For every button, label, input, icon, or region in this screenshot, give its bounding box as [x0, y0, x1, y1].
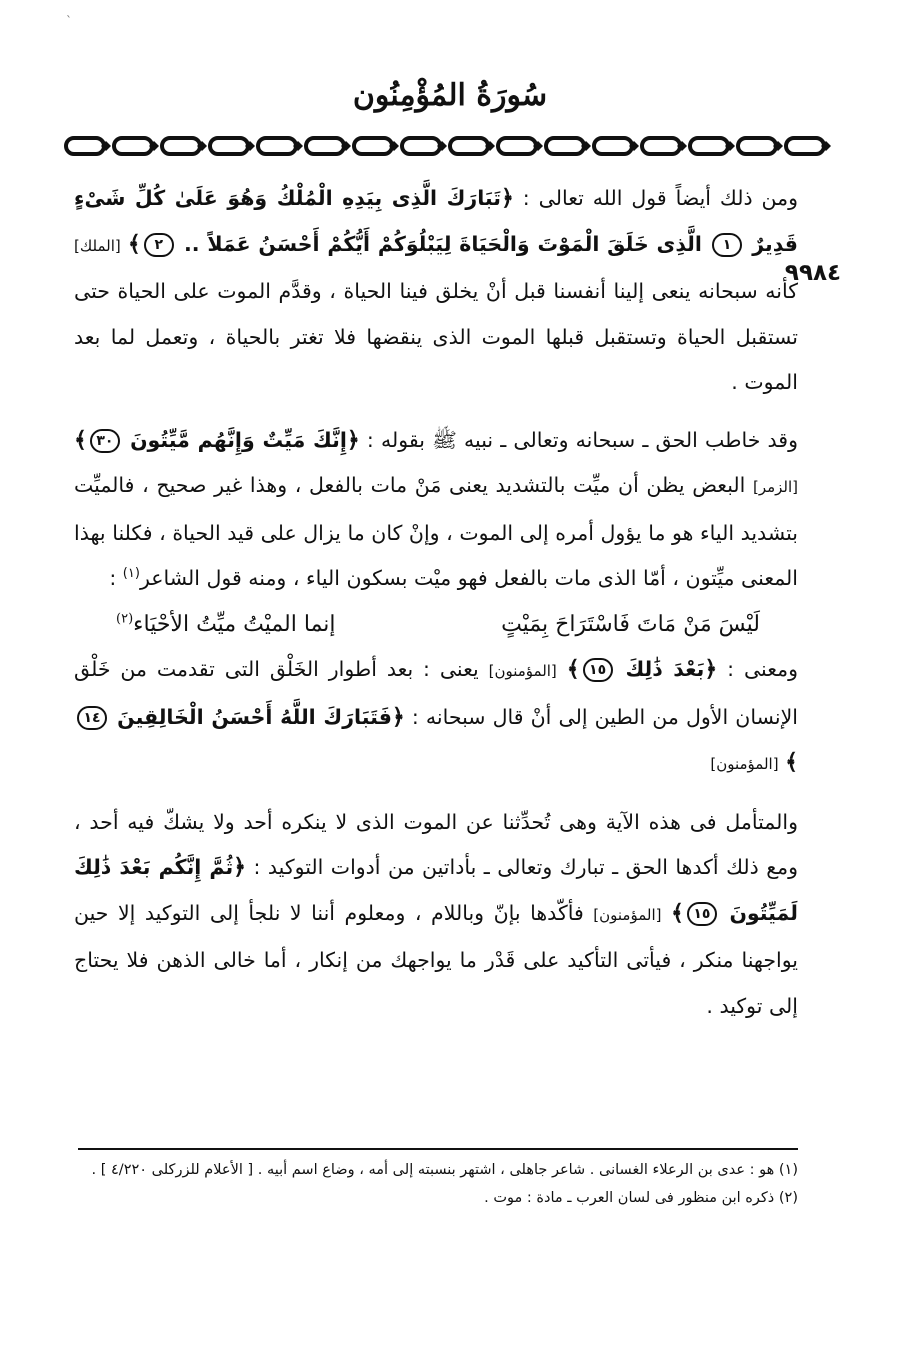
quran-verse: فَتَبَارَكَ اللَّهُ أَحْسَنُ الْخَالِقِينَ	[117, 704, 392, 729]
surah-reference: [المؤمنون]	[710, 755, 779, 773]
chain-link	[546, 138, 584, 154]
verse-open-bracket: ﴿	[346, 427, 360, 453]
verse-open-bracket: ﴿	[391, 704, 405, 730]
paragraph-3	[74, 647, 798, 788]
footnote-2: (٢) ذكره ابن منظور فى لسان العرب ـ مادة : موت .	[484, 1190, 798, 1206]
chain-link	[114, 138, 152, 154]
chain-link	[402, 138, 440, 154]
quran-verse: الَّذِى خَلَقَ الْمَوْتَ وَالْحَيَاةَ لِيَبْلُوَكُمْ أَيُّكُمْ أَحْسَنُ عَمَلاً ..	[183, 231, 702, 256]
footnote-marker: (١)	[122, 566, 140, 582]
surah-reference: [الزمر]	[752, 478, 798, 496]
poem-second-half	[116, 602, 336, 648]
chain-link	[210, 138, 248, 154]
verse-open-bracket: ﴿	[500, 186, 514, 211]
chain-link	[354, 138, 392, 154]
chain-link	[642, 138, 680, 154]
verse-number-badge: ١٥	[687, 902, 717, 926]
paragraph-2	[74, 418, 798, 602]
footnotes	[78, 1156, 798, 1212]
chain-link	[738, 138, 776, 154]
chain-link	[306, 138, 344, 154]
chain-link	[66, 138, 104, 154]
paragraph-4	[74, 800, 798, 1030]
page-number: ٩٩٨٤	[774, 258, 852, 288]
footnote-1: (١) هو : عدى بن الرعلاء الغسانى . شاعر جاهلى ، اشتهر بنسبته إلى أمه ، وضاع اسم أبيه . [ الأعلام للزركلى ٤/٢٢٠ ] .	[91, 1162, 798, 1178]
paragraph-text: البعض يظن أن ميِّت بالتشديد يعنى مَنْ مات بالفعل ، وهذا غير صحيح ، فالميِّت بتشديد الياء هو ما يؤول أمره إلى الموت ، وإنْ كان ما يزال على قيد الحياة ، فكلنا بهذا المعنى ميِّتون ، أمّا الذى مات بالفعل فهو ميْت بسكون الياء ، ومنه قول الشاعر	[74, 473, 798, 590]
quran-verse: تَبَارَكَ الَّذِى بِيَدِهِ الْمُلْكُ وَهُوَ عَلَىٰ كُلِّ شَىْءٍ قَدِيرٌ	[74, 186, 798, 256]
paragraph-text: ومن ذلك أيضاً قول الله تعالى :	[513, 186, 798, 210]
chain-link	[786, 138, 824, 154]
scan-mark: ˋ	[66, 14, 72, 28]
poem-verse	[74, 602, 798, 648]
paragraph-text: كأنه سبحانه ينعى إلينا أنفسنا قبل أنْ يخلق فينا الحياة ، وقدَّم الموت على الحياة حتى تستقبل الحياة وتستقبل قبلها الموت الذى ينقضها فلا تغتر بالحياة ، وتعمل لما بعد الموت .	[74, 279, 798, 394]
paragraph-text: فأكّدها بإنّ وباللام ، ومعلوم أننا لا نلجأ إلى التوكيد إلا حين يواجهنا منكر ، فيأتى التأكيد على قَدْر ما يواجهك من إنكار ، أما خالى الذهن فلا يحتاج إلى توكيد .	[74, 900, 798, 1018]
quran-verse: بَعْدَ ذَٰلِكَ	[625, 657, 705, 681]
verse-number-badge: ١	[712, 233, 742, 257]
verse-number-badge: ٢	[144, 233, 174, 257]
verse-close-bracket: ﴾	[566, 657, 580, 682]
quran-verse: إِنَّكَ مَيِّتٌ وَإِنَّهُم مَّيِّتُونَ	[130, 427, 347, 452]
chain-link	[450, 138, 488, 154]
verse-number-badge: ١٥	[583, 658, 613, 682]
chain-link	[258, 138, 296, 154]
paragraph-1	[74, 176, 798, 406]
surah-reference: [المؤمنون]	[488, 662, 557, 680]
footnote-divider	[78, 1148, 798, 1150]
poem-first-half: لَيْسَ مَنْ مَاتَ فَاسْتَرَاحَ بِمَيْتٍ	[501, 611, 760, 637]
verse-close-bracket: ﴾	[785, 750, 798, 775]
paragraph-text: والمتأمل فى هذه الآية وهى تُحدِّثنا عن الموت الذى لا ينكره أحد ولا يشكّ فيه أحد ، ومع ذلك أكدها الحق ـ تبارك وتعالى ـ بأداتين من أدوات التوكيد :	[74, 809, 798, 879]
verse-open-bracket: ﴿	[704, 657, 718, 682]
paragraph-text: :	[109, 566, 123, 590]
chain-link	[162, 138, 200, 154]
verse-close-bracket: ﴾	[74, 427, 87, 453]
verse-open-bracket: ﴿	[233, 855, 247, 880]
verse-close-bracket: ﴾	[127, 231, 141, 257]
paragraph-text: ومعنى :	[717, 657, 798, 681]
chain-link	[594, 138, 632, 154]
main-text	[74, 176, 798, 1029]
surah-title: سُورَةُ المُؤْمِنُون	[352, 78, 548, 113]
verse-number-badge: ٣٠	[90, 429, 120, 453]
quran-verse: ثُمَّ إِنَّكُم بَعْدَ ذَٰلِكَ لَمَيِّتُونَ	[74, 855, 798, 925]
paragraph-text: يعنى : بعد أطوار الخَلْق التى تقدمت من خَلْق الإنسان الأول من الطين إلى أنْ قال سبحانه :	[74, 657, 798, 729]
verse-close-bracket: ﴾	[671, 900, 684, 926]
chain-link	[690, 138, 728, 154]
poem-text: إنما الميْتُ ميِّتُ الأحْيَاء	[133, 611, 336, 637]
surah-reference: [المؤمنون]	[593, 905, 662, 924]
chain-ornament-icon	[62, 128, 834, 164]
footnote-marker: (٢)	[116, 611, 134, 627]
verse-number-badge: ١٤	[77, 706, 107, 730]
paragraph-text: وقد خاطب الحق ـ سبحانه وتعالى ـ نبيه ﷺ بقوله :	[359, 427, 798, 452]
surah-reference: [الملك]	[74, 236, 121, 255]
chain-link	[498, 138, 536, 154]
